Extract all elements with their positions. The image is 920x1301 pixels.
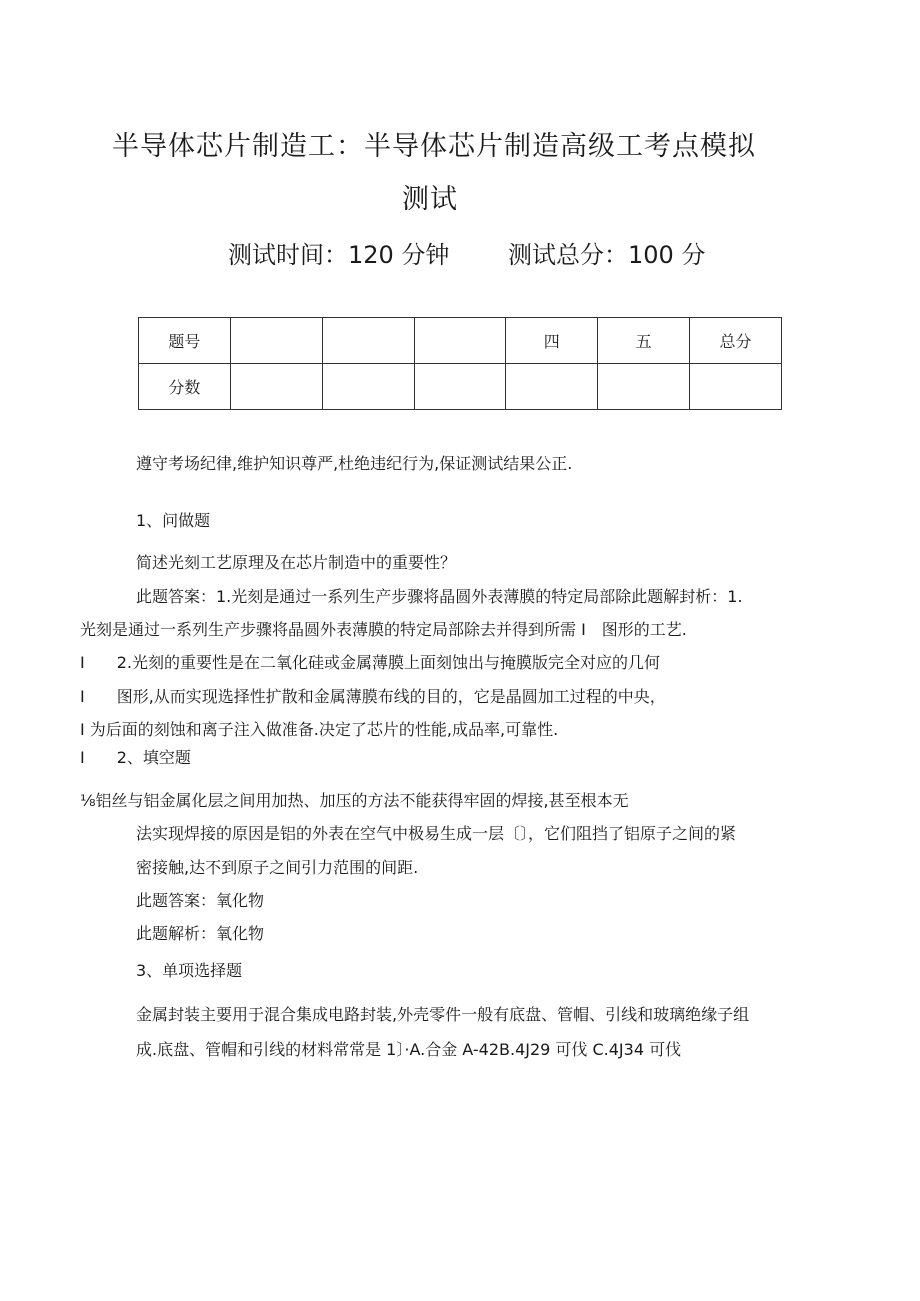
question-text: 法实现焊接的原因是铝的外表在空气中极易生成一层〔〕，它们阻挡了铝原子之间的紧 [136, 824, 737, 843]
section-header-q1: 1、问做题 [136, 511, 211, 530]
document-title-continued: 测试 [402, 184, 458, 215]
score-cell: 总分 [690, 318, 782, 364]
score-cell [690, 364, 782, 410]
answer-text: I 2.光刻的重要性是在二氧化硅或金属薄膜上面刻蚀出与掩膜版完全对应的几何 [80, 653, 660, 672]
score-cell: 题号 [139, 318, 231, 364]
test-duration: 测试时间：120 分钟 [228, 241, 450, 269]
question-text: 简述光刻工艺原理及在芯片制造中的重要性？ [136, 553, 457, 572]
score-table [138, 317, 782, 410]
analysis-text: 此题解析：氧化物 [136, 924, 265, 943]
score-cell [322, 364, 414, 410]
test-total-score: 测试总分：100 分 [508, 241, 706, 269]
score-table-header-row [139, 318, 782, 364]
score-cell: 分数 [139, 364, 231, 410]
score-cell [598, 364, 690, 410]
score-cell [230, 318, 322, 364]
score-cell [322, 318, 414, 364]
question-text: ⅛铝丝与铝金属化层之间用加热、加压的方法不能获得牢固的焊接,甚至根本无 [80, 791, 629, 810]
answer-text: I 图形,从而实现选择性扩散和金属薄膜布线的目的，它是晶圆加工过程的中央， [80, 687, 666, 706]
score-table-score-row [139, 364, 782, 410]
answer-text: 此题答案：1.光刻是通过一系列生产步骤将晶圆外表薄膜的特定局部除此题解封析：1. [136, 587, 743, 606]
section-header-q2: I 2、填空题 [80, 748, 191, 767]
exam-notice: 遵守考场纪律,维护知识尊严,杜绝违纪行为,保证测试结果公正. [136, 454, 573, 473]
document-title: 半导体芯片制造工：半导体芯片制造高级工考点模拟 [112, 131, 756, 162]
score-cell [506, 364, 598, 410]
section-header-q3: 3、单项选择题 [136, 961, 243, 980]
score-cell: 四 [506, 318, 598, 364]
score-cell [414, 364, 506, 410]
score-cell [230, 364, 322, 410]
score-cell [414, 318, 506, 364]
answer-text: I 为后面的刻蚀和离子注入做准备.决定了芯片的性能,成品率,可靠性. [80, 720, 559, 739]
question-text: 密接触,达不到原子之间引力范围的间距. [136, 858, 419, 877]
answer-text: 此题答案：氧化物 [136, 891, 265, 910]
score-cell: 五 [598, 318, 690, 364]
answer-text: 光刻是通过一系列生产步骤将晶圆外表薄膜的特定局部除去并得到所需 I 图形的工艺. [80, 620, 687, 639]
question-text: 成.底盘、管帽和引线的材料常常是 1〕·A.合金 A-42B.4J29 可伐 C.4J34 可伐 [136, 1040, 682, 1059]
question-text: 金属封装主要用于混合集成电路封装,外壳零件一般有底盘、管帽、引线和玻璃绝缘子组 [136, 1005, 750, 1024]
